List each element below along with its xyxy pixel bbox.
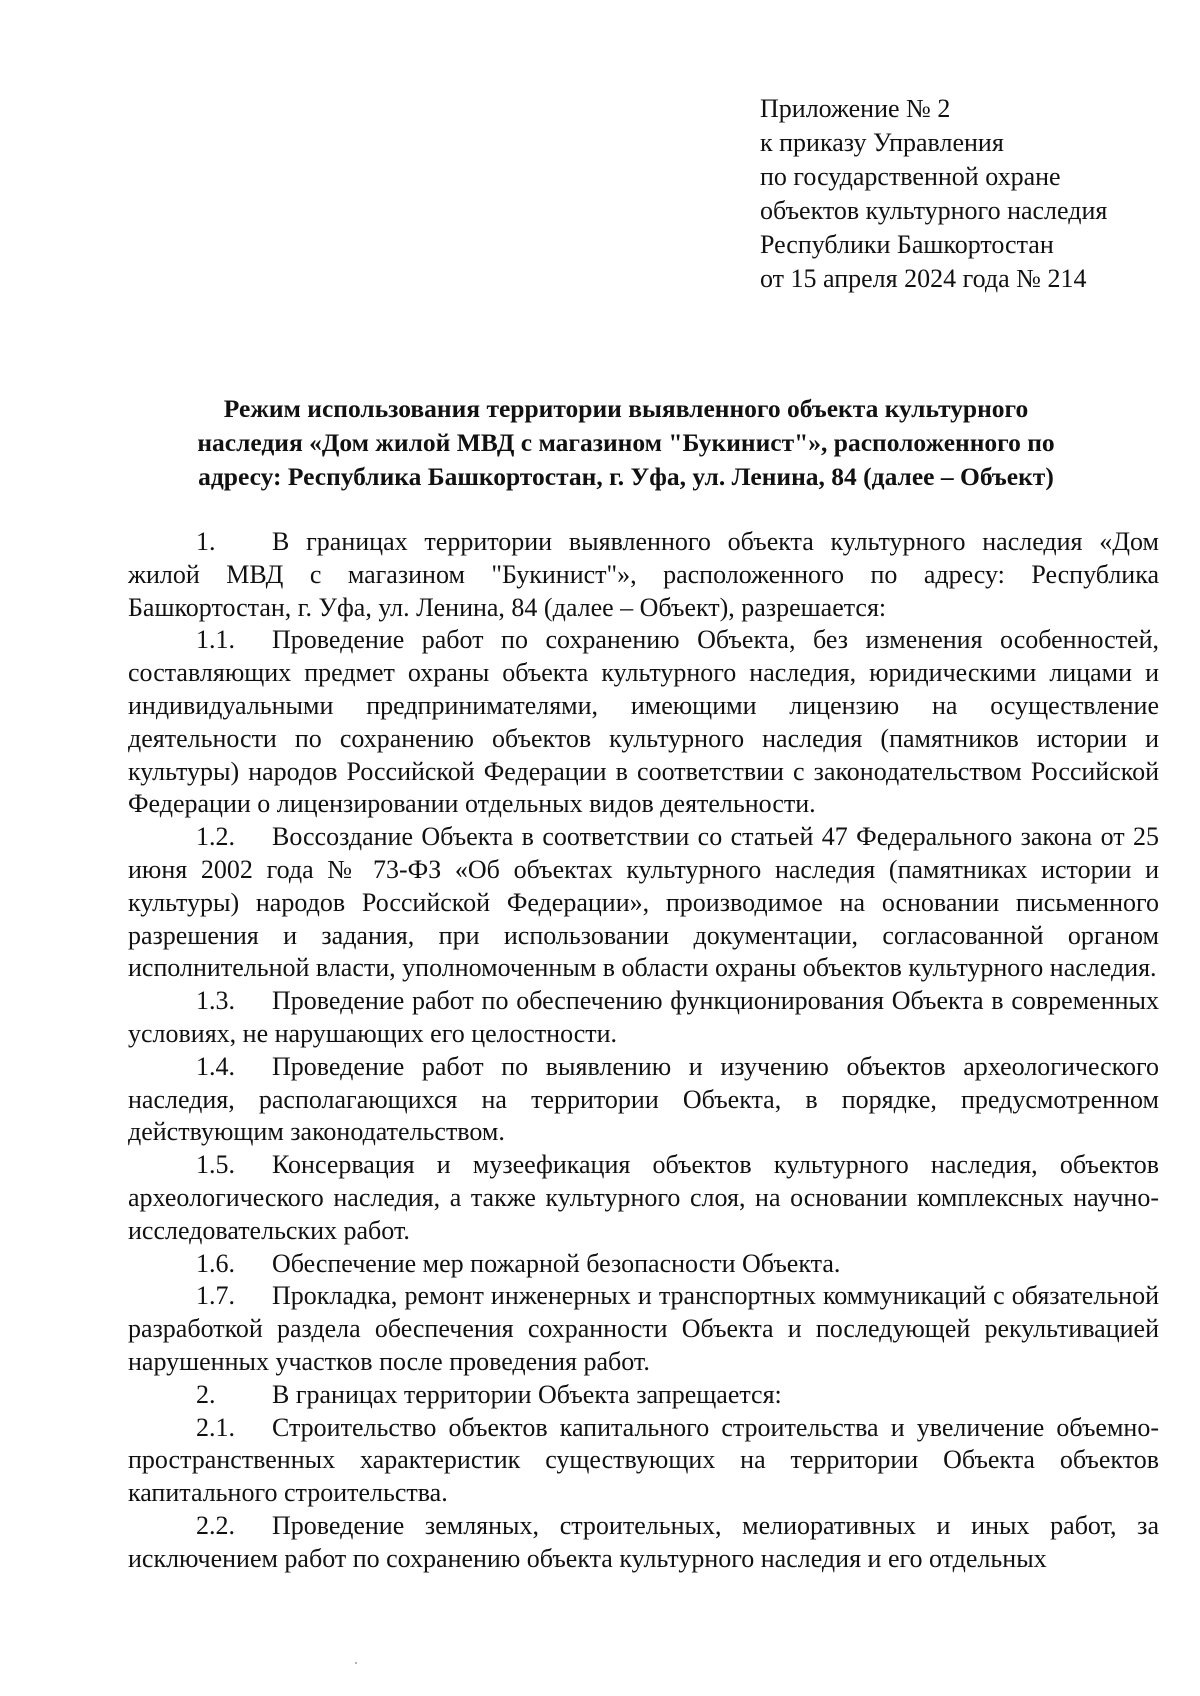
- paragraph-text: Проведение земляных, строительных, мелиоративных и иных работ, за исключением работ по сохранению объекта культурного наследия и его отдельных: [128, 1510, 1159, 1573]
- title-line: наследия «Дом жилой МВД с магазином "Букинист"», расположенного по: [197, 428, 1055, 457]
- appendix-line: от 15 апреля 2024 года № 214: [760, 264, 1087, 293]
- paragraph-2-2: [128, 1510, 1159, 1576]
- title-line: Режим использования территории выявленного объекта культурного: [223, 394, 1029, 423]
- paragraph-number: 1.2.: [196, 822, 235, 852]
- paragraph-2: [128, 1379, 1159, 1412]
- title-line: адресу: Республика Башкортостан, г. Уфа, ул. Ленина, 84 (далее – Объект): [198, 462, 1054, 491]
- paragraph-number: 1.4.: [196, 1051, 235, 1081]
- paragraph-1: [128, 526, 1159, 624]
- appendix-line: к приказу Управления: [760, 128, 1004, 157]
- paragraph-1-7: [128, 1280, 1159, 1378]
- paragraph-1-5: [128, 1149, 1159, 1247]
- paragraph-1-1: [128, 624, 1159, 821]
- paragraph-number: 2.2.: [196, 1510, 235, 1540]
- paragraph-text: Проведение работ по сохранению Объекта, без изменения особенностей, составляющих предмет охраны объекта культурного наследия, юридическими лицами и индивидуальными предпринимателями, имеющими лицензию на осуществление деятельности по сохранению объектов культурного наследия (памятников истории и культуры) народов Российской Федерации в соответствии с законодательством Российской Федерации о лицензировании отдельных видов деятельности.: [128, 625, 1159, 819]
- paragraph-text: Строительство объектов капитального строительства и увеличение объемно-пространственных характеристик существующих на территории Объекта объектов капитального строительства.: [128, 1412, 1159, 1508]
- document-body: [128, 526, 1159, 1576]
- paragraph-1-2: [128, 821, 1159, 985]
- appendix-line: Приложение № 2: [760, 94, 951, 123]
- paragraph-text: Проведение работ по выявлению и изучению объектов археологического наследия, располагающихся на территории Объекта, в порядке, предусмотренном действующим законодательством.: [128, 1051, 1159, 1147]
- paragraph-number: 1.5.: [196, 1150, 235, 1180]
- paragraph-text: Воссоздание Объекта в соответствии со статьей 47 Федерального закона от 25 июня 2002 года № 73-ФЗ «Об объектах культурного наследия (памятниках истории и культуры) народов Российской Федерации», производимое на основании письменного разрешения и задания, при использовании документации, согласованной органом исполнительной власти, уполномоченным в области охраны объектов культурного наследия.: [128, 822, 1159, 983]
- paragraph-2-1: [128, 1412, 1159, 1510]
- paragraph-number: 2.1.: [196, 1412, 235, 1442]
- paragraph-number: 1.: [196, 527, 216, 556]
- appendix-line: объектов культурного наследия: [760, 196, 1108, 225]
- appendix-header: [760, 92, 1180, 296]
- paragraph-text: Обеспечение мер пожарной безопасности Объекта.: [272, 1248, 841, 1278]
- appendix-line: Республики Башкортостан: [760, 230, 1054, 259]
- paragraph-text: Консервация и музеефикация объектов культурного наследия, объектов археологического наследия, а также культурного слоя, на основании комплексных научно-исследовательских работ.: [128, 1150, 1159, 1245]
- paragraph-number: 2.: [196, 1379, 216, 1409]
- paragraph-1-4: [128, 1051, 1159, 1149]
- paragraph-text: Прокладка, ремонт инженерных и транспортных коммуникаций с обязательной разработкой раздела обеспечения сохранности Объекта и последующей рекультивацией нарушенных участков после проведения работ.: [128, 1281, 1159, 1376]
- paragraph-text: В границах территории Объекта запрещается:: [272, 1379, 782, 1409]
- paragraph-text: В границах территории выявленного объекта культурного наследия «Дом жилой МВД с магазином "Букинист"», расположенного по адресу: Республика Башкортостан, г. Уфа, ул. Ленина, 84 (далее – Объект), разрешается:: [128, 527, 1159, 622]
- appendix-line: по государственной охране: [760, 162, 1061, 191]
- paragraph-text: Проведение работ по обеспечению функционирования Объекта в современных условиях, не нарушающих его целостности.: [128, 986, 1159, 1048]
- document-title: [128, 392, 1124, 494]
- paragraph-number: 1.7.: [196, 1281, 235, 1311]
- paragraph-number: 1.3.: [196, 986, 235, 1016]
- paragraph-number: 1.1.: [196, 625, 235, 655]
- paragraph-number: 1.6.: [196, 1248, 235, 1278]
- scan-speck: [355, 1662, 357, 1664]
- paragraph-1-6: [128, 1248, 1159, 1281]
- paragraph-1-3: [128, 985, 1159, 1051]
